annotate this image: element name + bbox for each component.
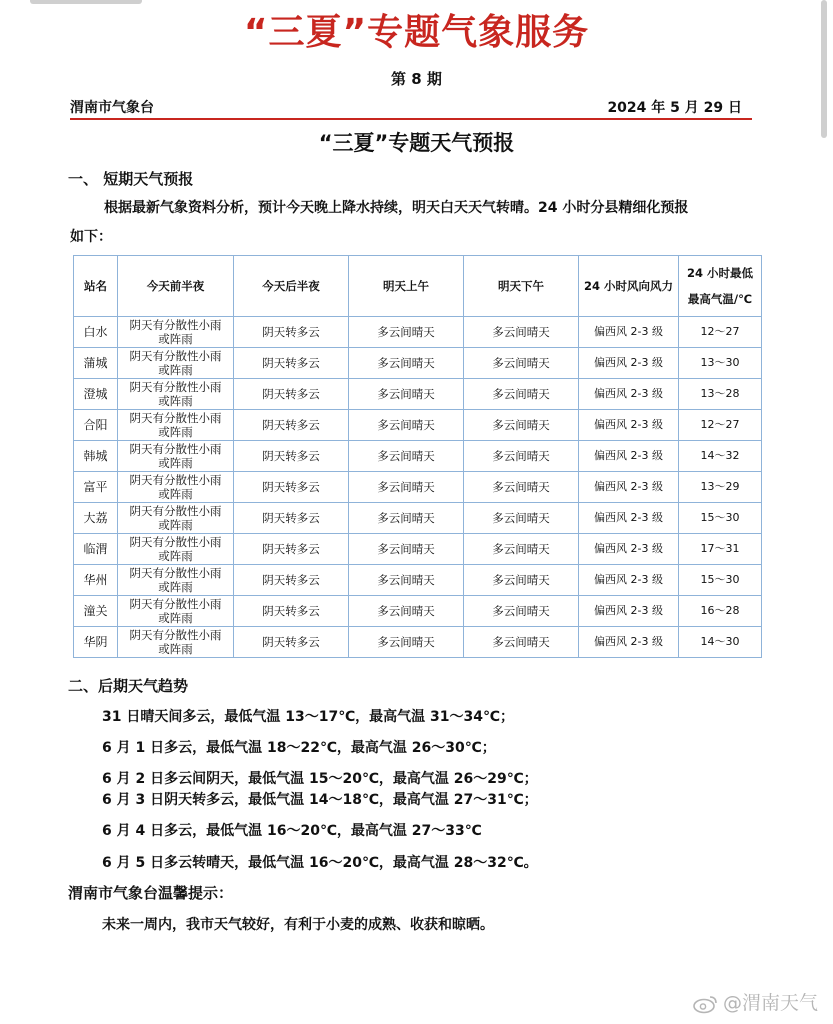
table-row — [74, 379, 762, 410]
tonight-first-half-cell — [118, 348, 234, 379]
wind-cell: 偏西风 2-3 级 — [579, 627, 679, 658]
tonight-first-half-cell — [118, 534, 234, 565]
org-date-line — [70, 97, 742, 117]
cell-line: 或阵雨 — [158, 363, 193, 377]
wind-cell: 偏西风 2-3 级 — [579, 596, 679, 627]
cell-line: 阴天有分散性小雨 — [129, 442, 222, 456]
tonight-second-half-cell: 阴天转多云 — [234, 596, 349, 627]
cell-line: 或阵雨 — [158, 580, 193, 594]
header-tomorrow-morning: 明天上午 — [349, 256, 464, 317]
table-row — [74, 348, 762, 379]
tonight-first-half-cell — [118, 596, 234, 627]
cell-line: 或阵雨 — [158, 394, 193, 408]
tomorrow-morning-cell: 多云间晴天 — [349, 627, 464, 658]
station-cell: 白水 — [74, 317, 118, 348]
table-row — [74, 472, 762, 503]
wind-cell: 偏西风 2-3 级 — [579, 441, 679, 472]
tomorrow-morning-cell: 多云间晴天 — [349, 410, 464, 441]
header-temperature-line1: 24 小时最低 — [686, 266, 753, 280]
tonight-second-half-cell: 阴天转多云 — [234, 472, 349, 503]
tonight-first-half-cell — [118, 441, 234, 472]
cell-line: 阴天有分散性小雨 — [129, 566, 222, 580]
cell-line: 或阵雨 — [158, 332, 193, 346]
cell-line: 阴天有分散性小雨 — [129, 349, 222, 363]
tonight-first-half-cell — [118, 503, 234, 534]
header-rule — [70, 118, 752, 120]
tomorrow-afternoon-cell: 多云间晴天 — [464, 596, 579, 627]
table-row — [74, 441, 762, 472]
temperature-cell: 13～30 — [679, 348, 762, 379]
cell-line: 或阵雨 — [158, 456, 193, 470]
tonight-second-half-cell: 阴天转多云 — [234, 534, 349, 565]
issue-date: 2024 年 5 月 29 日 — [607, 100, 742, 116]
tonight-second-half-cell: 阴天转多云 — [234, 627, 349, 658]
tomorrow-afternoon-cell: 多云间晴天 — [464, 627, 579, 658]
header-temperature-line2: 最高气温/℃ — [687, 292, 753, 306]
reminder-heading: 渭南市气象台温馨提示： — [68, 884, 234, 902]
station-cell: 合阳 — [74, 410, 118, 441]
tonight-second-half-cell: 阴天转多云 — [234, 348, 349, 379]
header-station: 站名 — [74, 256, 118, 317]
header-tonight-first-half: 今天前半夜 — [118, 256, 234, 317]
temperature-cell: 14～30 — [679, 627, 762, 658]
cell-line: 阴天有分散性小雨 — [129, 411, 222, 425]
tomorrow-morning-cell: 多云间晴天 — [349, 379, 464, 410]
tomorrow-morning-cell: 多云间晴天 — [349, 441, 464, 472]
weibo-watermark — [693, 988, 818, 1015]
wind-cell: 偏西风 2-3 级 — [579, 503, 679, 534]
wind-cell: 偏西风 2-3 级 — [579, 348, 679, 379]
tonight-first-half-cell — [118, 379, 234, 410]
cell-line: 阴天有分散性小雨 — [129, 473, 222, 487]
station-cell: 大荔 — [74, 503, 118, 534]
temperature-cell: 12～27 — [679, 410, 762, 441]
cell-line: 或阵雨 — [158, 425, 193, 439]
tomorrow-afternoon-cell: 多云间晴天 — [464, 534, 579, 565]
station-cell: 潼关 — [74, 596, 118, 627]
section2-heading: 二、后期天气趋势 — [68, 677, 189, 695]
tomorrow-morning-cell: 多云间晴天 — [349, 348, 464, 379]
cell-line: 阴天有分散性小雨 — [129, 628, 222, 642]
tonight-first-half-cell — [118, 410, 234, 441]
wind-cell: 偏西风 2-3 级 — [579, 534, 679, 565]
tomorrow-morning-cell: 多云间晴天 — [349, 534, 464, 565]
cell-line: 阴天有分散性小雨 — [129, 318, 222, 332]
document-title: “三夏”专题天气预报 — [318, 131, 515, 155]
tomorrow-afternoon-cell: 多云间晴天 — [464, 472, 579, 503]
tonight-second-half-cell: 阴天转多云 — [234, 379, 349, 410]
issue-number: 第 8 期 — [391, 70, 442, 88]
cell-line: 或阵雨 — [158, 518, 193, 532]
watermark-text: @渭南天气 — [723, 992, 819, 1014]
trend-line: 6 月 3 日阴天转多云，最低气温 14～18℃，最高气温 27～31℃； — [102, 792, 538, 808]
tonight-first-half-cell — [118, 565, 234, 596]
tomorrow-afternoon-cell: 多云间晴天 — [464, 565, 579, 596]
station-cell: 澄城 — [74, 379, 118, 410]
tonight-first-half-cell — [118, 317, 234, 348]
trend-line: 6 月 2 日多云间阴天，最低气温 15～20℃，最高气温 26～29℃； — [102, 771, 538, 787]
table-row — [74, 627, 762, 658]
forecast-table — [73, 255, 762, 658]
cell-line: 阴天有分散性小雨 — [129, 535, 222, 549]
station-cell: 蒲城 — [74, 348, 118, 379]
tomorrow-afternoon-cell: 多云间晴天 — [464, 379, 579, 410]
trend-line: 6 月 4 日多云，最低气温 16～20℃，最高气温 27～33℃ — [102, 823, 482, 839]
station-cell: 华阴 — [74, 627, 118, 658]
temperature-cell: 15～30 — [679, 565, 762, 596]
cell-line: 阴天有分散性小雨 — [129, 504, 222, 518]
station-cell: 华州 — [74, 565, 118, 596]
header-tomorrow-afternoon: 明天下午 — [464, 256, 579, 317]
temperature-cell: 15～30 — [679, 503, 762, 534]
tonight-second-half-cell: 阴天转多云 — [234, 410, 349, 441]
cell-line: 或阵雨 — [158, 611, 193, 625]
section1-paragraph-line2: 如下： — [70, 229, 112, 245]
tonight-second-half-cell: 阴天转多云 — [234, 503, 349, 534]
cell-line: 或阵雨 — [158, 642, 193, 656]
tonight-first-half-cell — [118, 627, 234, 658]
tomorrow-afternoon-cell: 多云间晴天 — [464, 503, 579, 534]
cell-line: 阴天有分散性小雨 — [129, 597, 222, 611]
header-tonight-second-half: 今天后半夜 — [234, 256, 349, 317]
table-row — [74, 565, 762, 596]
tomorrow-afternoon-cell: 多云间晴天 — [464, 410, 579, 441]
table-row — [74, 317, 762, 348]
masthead-title: “三夏”专题气象服务 — [243, 12, 590, 53]
temperature-cell: 16～28 — [679, 596, 762, 627]
tonight-second-half-cell: 阴天转多云 — [234, 565, 349, 596]
reminder-text: 未来一周内，我市天气较好，有利于小麦的成熟、收获和晾晒。 — [102, 917, 494, 933]
temperature-cell: 14～32 — [679, 441, 762, 472]
wind-cell: 偏西风 2-3 级 — [579, 565, 679, 596]
tomorrow-morning-cell: 多云间晴天 — [349, 503, 464, 534]
cell-line: 或阵雨 — [158, 549, 193, 563]
temperature-cell: 13～28 — [679, 379, 762, 410]
wind-cell: 偏西风 2-3 级 — [579, 472, 679, 503]
trend-line: 6 月 5 日多云转晴天，最低气温 16～20℃，最高气温 28～32℃。 — [102, 855, 538, 871]
tomorrow-morning-cell: 多云间晴天 — [349, 565, 464, 596]
station-cell: 临渭 — [74, 534, 118, 565]
section1-paragraph-line1: 根据最新气象资料分析，预计今天晚上降水持续，明天白天天气转晴。24 小时分县精细化预报 — [104, 200, 689, 216]
cell-line: 或阵雨 — [158, 487, 193, 501]
temperature-cell: 13～29 — [679, 472, 762, 503]
tonight-first-half-cell — [118, 472, 234, 503]
tomorrow-afternoon-cell: 多云间晴天 — [464, 441, 579, 472]
tonight-second-half-cell: 阴天转多云 — [234, 317, 349, 348]
trend-line: 31 日晴天间多云，最低气温 13～17℃，最高气温 31～34℃； — [102, 709, 514, 725]
org-name: 渭南市气象台 — [70, 100, 154, 116]
station-cell: 富平 — [74, 472, 118, 503]
temperature-cell: 17～31 — [679, 534, 762, 565]
trend-line: 6 月 1 日多云，最低气温 18～22℃，最高气温 26～30℃； — [102, 740, 496, 756]
table-row — [74, 534, 762, 565]
header-temperature — [679, 256, 762, 317]
tomorrow-afternoon-cell: 多云间晴天 — [464, 348, 579, 379]
station-cell: 韩城 — [74, 441, 118, 472]
wind-cell: 偏西风 2-3 级 — [579, 410, 679, 441]
tomorrow-morning-cell: 多云间晴天 — [349, 317, 464, 348]
weibo-logo-icon — [693, 994, 719, 1014]
tomorrow-morning-cell: 多云间晴天 — [349, 472, 464, 503]
table-header-row — [74, 256, 762, 317]
tonight-second-half-cell: 阴天转多云 — [234, 441, 349, 472]
table-row — [74, 596, 762, 627]
wind-cell: 偏西风 2-3 级 — [579, 317, 679, 348]
tomorrow-afternoon-cell: 多云间晴天 — [464, 317, 579, 348]
section1-heading: 一、 短期天气预报 — [68, 170, 194, 188]
header-wind: 24 小时风向风力 — [579, 256, 679, 317]
wind-cell: 偏西风 2-3 级 — [579, 379, 679, 410]
table-row — [74, 410, 762, 441]
cell-line: 阴天有分散性小雨 — [129, 380, 222, 394]
temperature-cell: 12～27 — [679, 317, 762, 348]
table-row — [74, 503, 762, 534]
tomorrow-morning-cell: 多云间晴天 — [349, 596, 464, 627]
